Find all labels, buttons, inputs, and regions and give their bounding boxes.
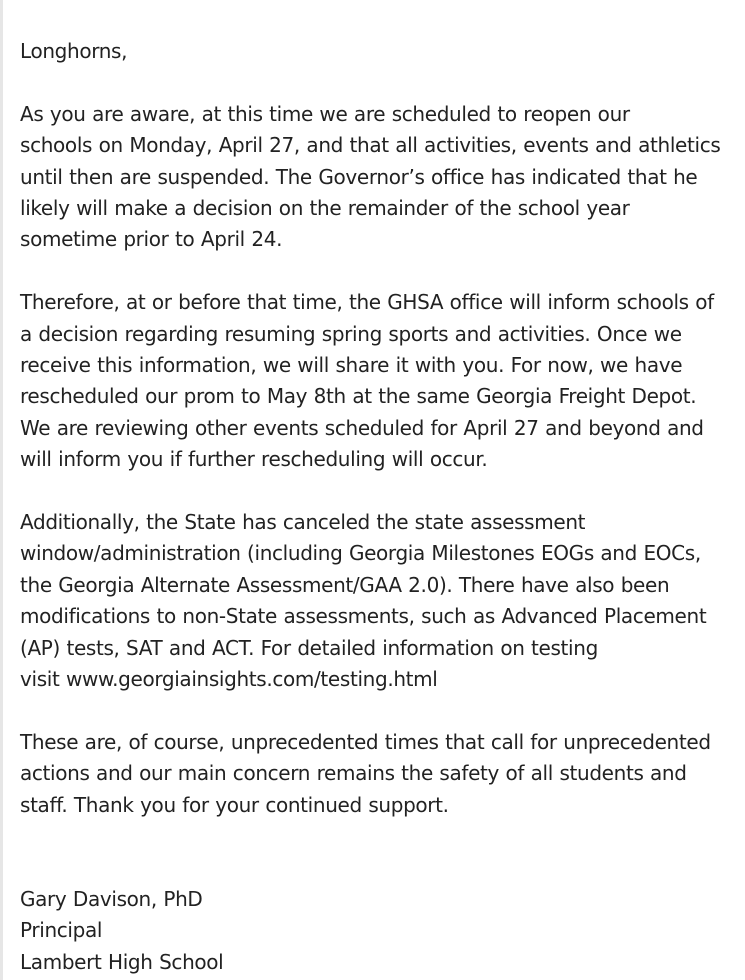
link-line: [20, 664, 736, 695]
link-prefix: visit: [20, 667, 66, 692]
paragraph-line: rescheduled our prom to May 8th at the same Georgia Freight Depot.: [20, 384, 697, 409]
signature-block: [20, 884, 736, 978]
paragraph-line: Therefore, at or before that time, the GHSA office will inform schools of: [20, 290, 714, 315]
signature-title: Principal: [20, 918, 103, 943]
paragraph-line: We are reviewing other events scheduled for April 27 and beyond and: [20, 415, 704, 440]
paragraph-ghsa-prom: [20, 287, 736, 475]
paragraph-line: actions and our main concern remains the safety of all students and: [20, 761, 687, 786]
paragraph-closing: [20, 727, 736, 821]
paragraph-line: sometime prior to April 24.: [20, 227, 283, 252]
paragraph-line: staff. Thank you for your continued support.: [20, 792, 449, 817]
greeting-block: [20, 36, 736, 67]
paragraph-line: will inform you if further rescheduling will occur.: [20, 447, 488, 472]
left-border: [0, 0, 3, 980]
paragraph-line: These are, of course, unprecedented times that call for unprecedented: [20, 729, 711, 754]
signature-name: Gary Davison, PhD: [20, 886, 203, 911]
paragraph-line: likely will make a decision on the remainder of the school year: [20, 196, 630, 221]
paragraph-line: Additionally, the State has canceled the state assessment: [20, 510, 586, 535]
paragraph-line: modifications to non-State assessments, such as Advanced Placement: [20, 604, 707, 629]
paragraph-line: the Georgia Alternate Assessment/GAA 2.0). There have also been: [20, 572, 670, 597]
paragraph-line: schools on Monday, April 27, and that all activities, events and athletics: [20, 133, 721, 158]
paragraph-line: receive this information, we will share it with you. For now, we have: [20, 353, 683, 378]
paragraph-line: until then are suspended. The Governor’s office has indicated that he: [20, 164, 698, 189]
paragraph-line: (AP) tests, SAT and ACT. For detailed information on testing: [20, 635, 598, 660]
paragraph-line: As you are aware, at this time we are scheduled to reopen our: [20, 101, 630, 126]
testing-info-link[interactable]: www.georgiainsights.com/testing.html: [65, 667, 438, 692]
paragraph-line: a decision regarding resuming spring sports and activities. Once we: [20, 321, 682, 346]
greeting: Longhorns,: [20, 39, 128, 63]
paragraph-reopening: [20, 99, 736, 256]
paragraph-line: window/administration (including Georgia Milestones EOGs and EOCs,: [20, 541, 701, 566]
signature-school: Lambert High School: [20, 949, 224, 974]
letter-body: [20, 36, 736, 978]
paragraph-assessments: [20, 507, 736, 695]
